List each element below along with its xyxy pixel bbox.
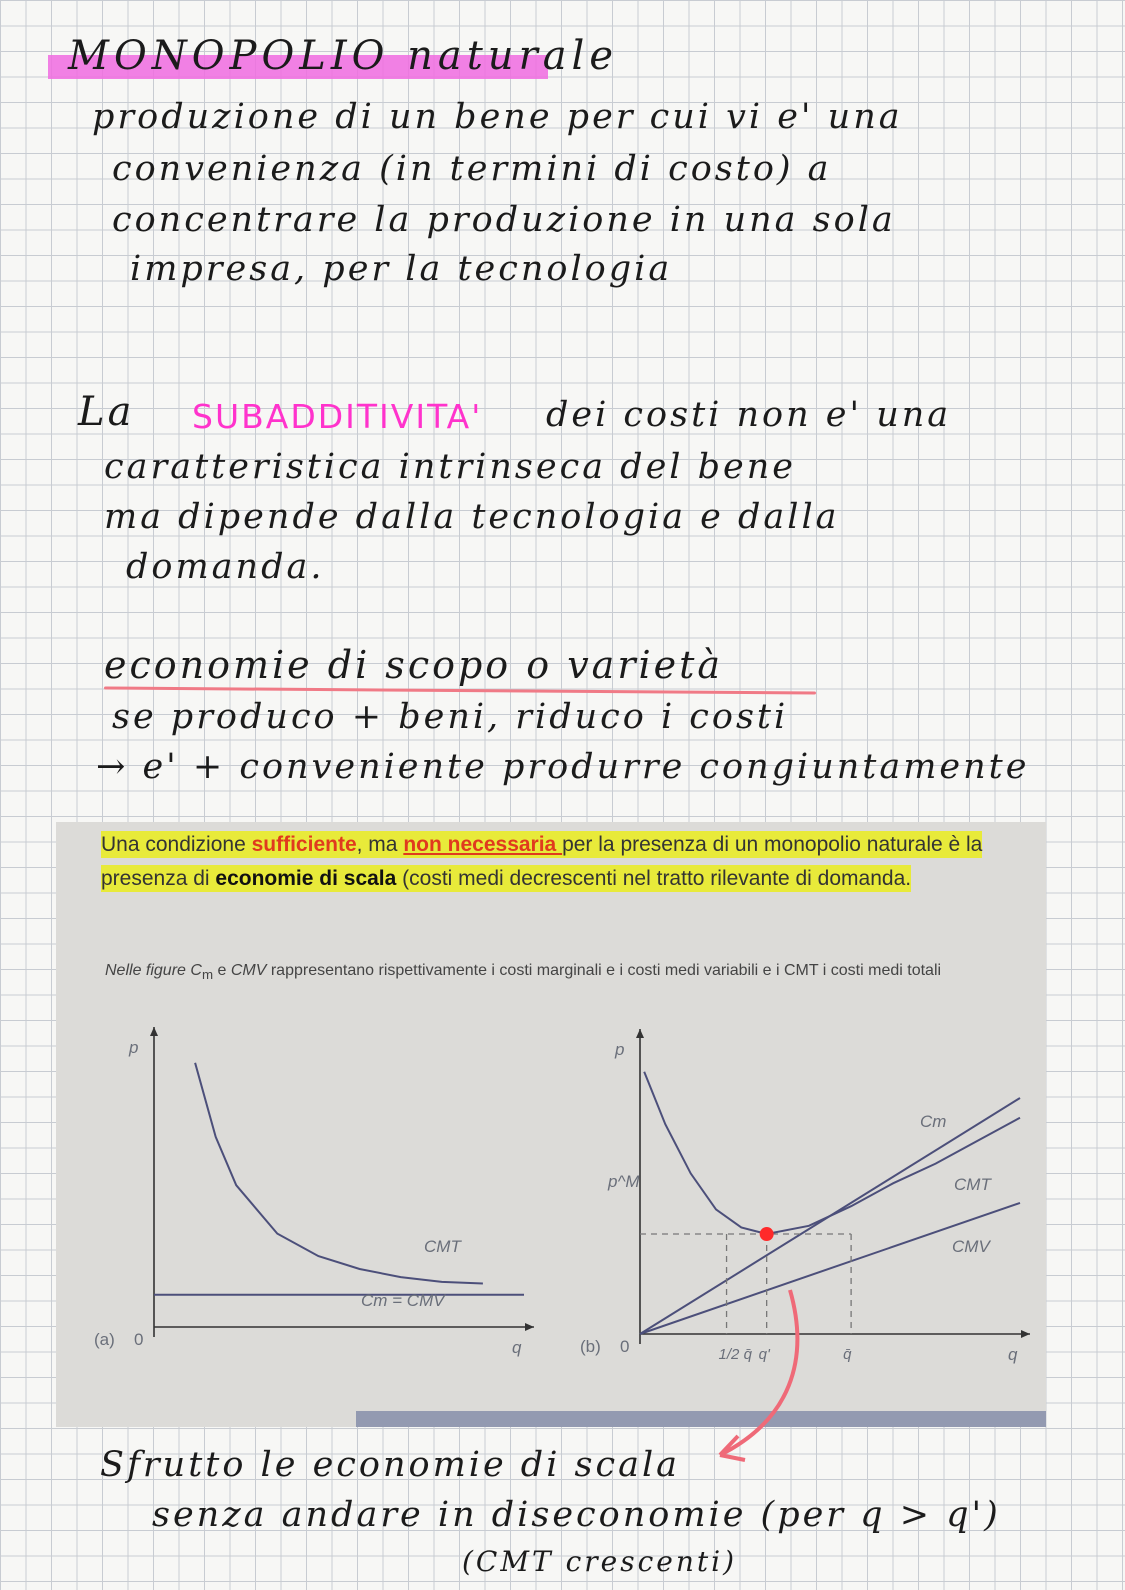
origin-label: 0 <box>620 1337 630 1356</box>
slide-text-d: (costi medi decrescenti nel tratto rilevante di domanda. <box>396 867 912 890</box>
subadditivity-line-1: dei costi non e' una <box>546 395 952 435</box>
annotation-arrowhead <box>720 1436 745 1460</box>
series-cmt <box>644 1072 1020 1234</box>
x-axis-label: q <box>512 1338 522 1357</box>
label-cmt-b: CMT <box>954 1175 991 1194</box>
caption-pre: Nelle figure <box>105 962 191 979</box>
label-cm-cmv-a: Cm = CMV <box>361 1291 445 1310</box>
highlight-point <box>760 1227 774 1241</box>
subadditivity-keyword: SUBADDITIVITA' <box>192 397 483 436</box>
subadditivity-line-4: domanda. <box>126 547 325 587</box>
title-block <box>48 33 618 79</box>
bottom-line-3: (CMT crescenti) <box>462 1545 738 1578</box>
subadditivity-prefix: La <box>78 389 135 435</box>
caption-cmv: CMV <box>230 962 267 979</box>
series-cmv <box>640 1203 1020 1334</box>
y-axis-arrow <box>636 1029 644 1038</box>
scope-title-underline <box>104 687 816 695</box>
definition-line-1: produzione di un bene per cui vi e' una <box>92 97 903 137</box>
slide-text-b: , ma <box>356 833 404 856</box>
slide-text-sufficient: sufficiente <box>251 833 357 856</box>
subadditivity-line-3: ma dipende dalla tecnologia e dalla <box>104 497 840 537</box>
slide-text-c: per la presenza di un monopolio naturale è la presenza di <box>101 833 983 890</box>
x-axis-label: q <box>1008 1345 1018 1364</box>
tick-label-x-1: q' <box>758 1346 770 1363</box>
page-title: MONOPOLIO naturale <box>68 33 618 79</box>
definition-line-3: concentrare la produzione in una sola <box>112 200 896 240</box>
tick-label-x-0: 1/2 q̄ <box>718 1346 752 1363</box>
x-axis-arrow <box>525 1323 534 1331</box>
y-axis-arrow <box>150 1027 158 1036</box>
subadditivity-line-2: caratteristica intrinseca del bene <box>104 447 796 487</box>
tick-label-x-2: q̄ <box>843 1346 852 1363</box>
caption-e: e <box>213 962 231 979</box>
y-axis-label: p <box>129 1038 139 1057</box>
label-cmv-b: CMV <box>952 1237 990 1256</box>
cost-charts <box>56 822 1046 1427</box>
slide-text-a: Una condizione <box>101 833 252 856</box>
photo-edge <box>356 1411 1046 1427</box>
definition-line-2: convenienza (in termini di costo) a <box>112 149 832 189</box>
slide-text-not-necessary: non necessaria <box>403 833 563 856</box>
scope-line-2: → e' + conveniente produrre congiuntamente <box>96 747 1030 787</box>
scope-line-1: se produco + beni, riduco i costi <box>112 697 789 737</box>
tick-label-pm: p^M <box>608 1172 640 1191</box>
panel-label: (b) <box>580 1337 601 1356</box>
caption-rest: rappresentano rispettivamente i costi marginali e i costi medi variabili e i CMT i costi medi totali <box>266 962 942 979</box>
label-cmt-a: CMT <box>424 1237 461 1256</box>
panel-label: (a) <box>94 1330 115 1349</box>
scope-title: economie di scopo o varietà <box>104 643 724 687</box>
definition-line-4: impresa, per la tecnologia <box>130 249 673 289</box>
caption-cm: C <box>190 962 202 979</box>
bottom-line-1: Sfrutto le economie di scala <box>100 1445 680 1485</box>
origin-label: 0 <box>134 1330 144 1349</box>
y-axis-label: p <box>615 1040 625 1059</box>
x-axis-arrow <box>1021 1330 1030 1338</box>
label-cm-b: Cm <box>920 1112 947 1131</box>
slide-photo <box>56 822 1046 1427</box>
slide-text-scale-economies: economie di scala <box>215 867 397 890</box>
caption-cm-sub: m <box>201 967 214 983</box>
bottom-line-2: senza andare in diseconomie (per q > q') <box>152 1495 1001 1535</box>
